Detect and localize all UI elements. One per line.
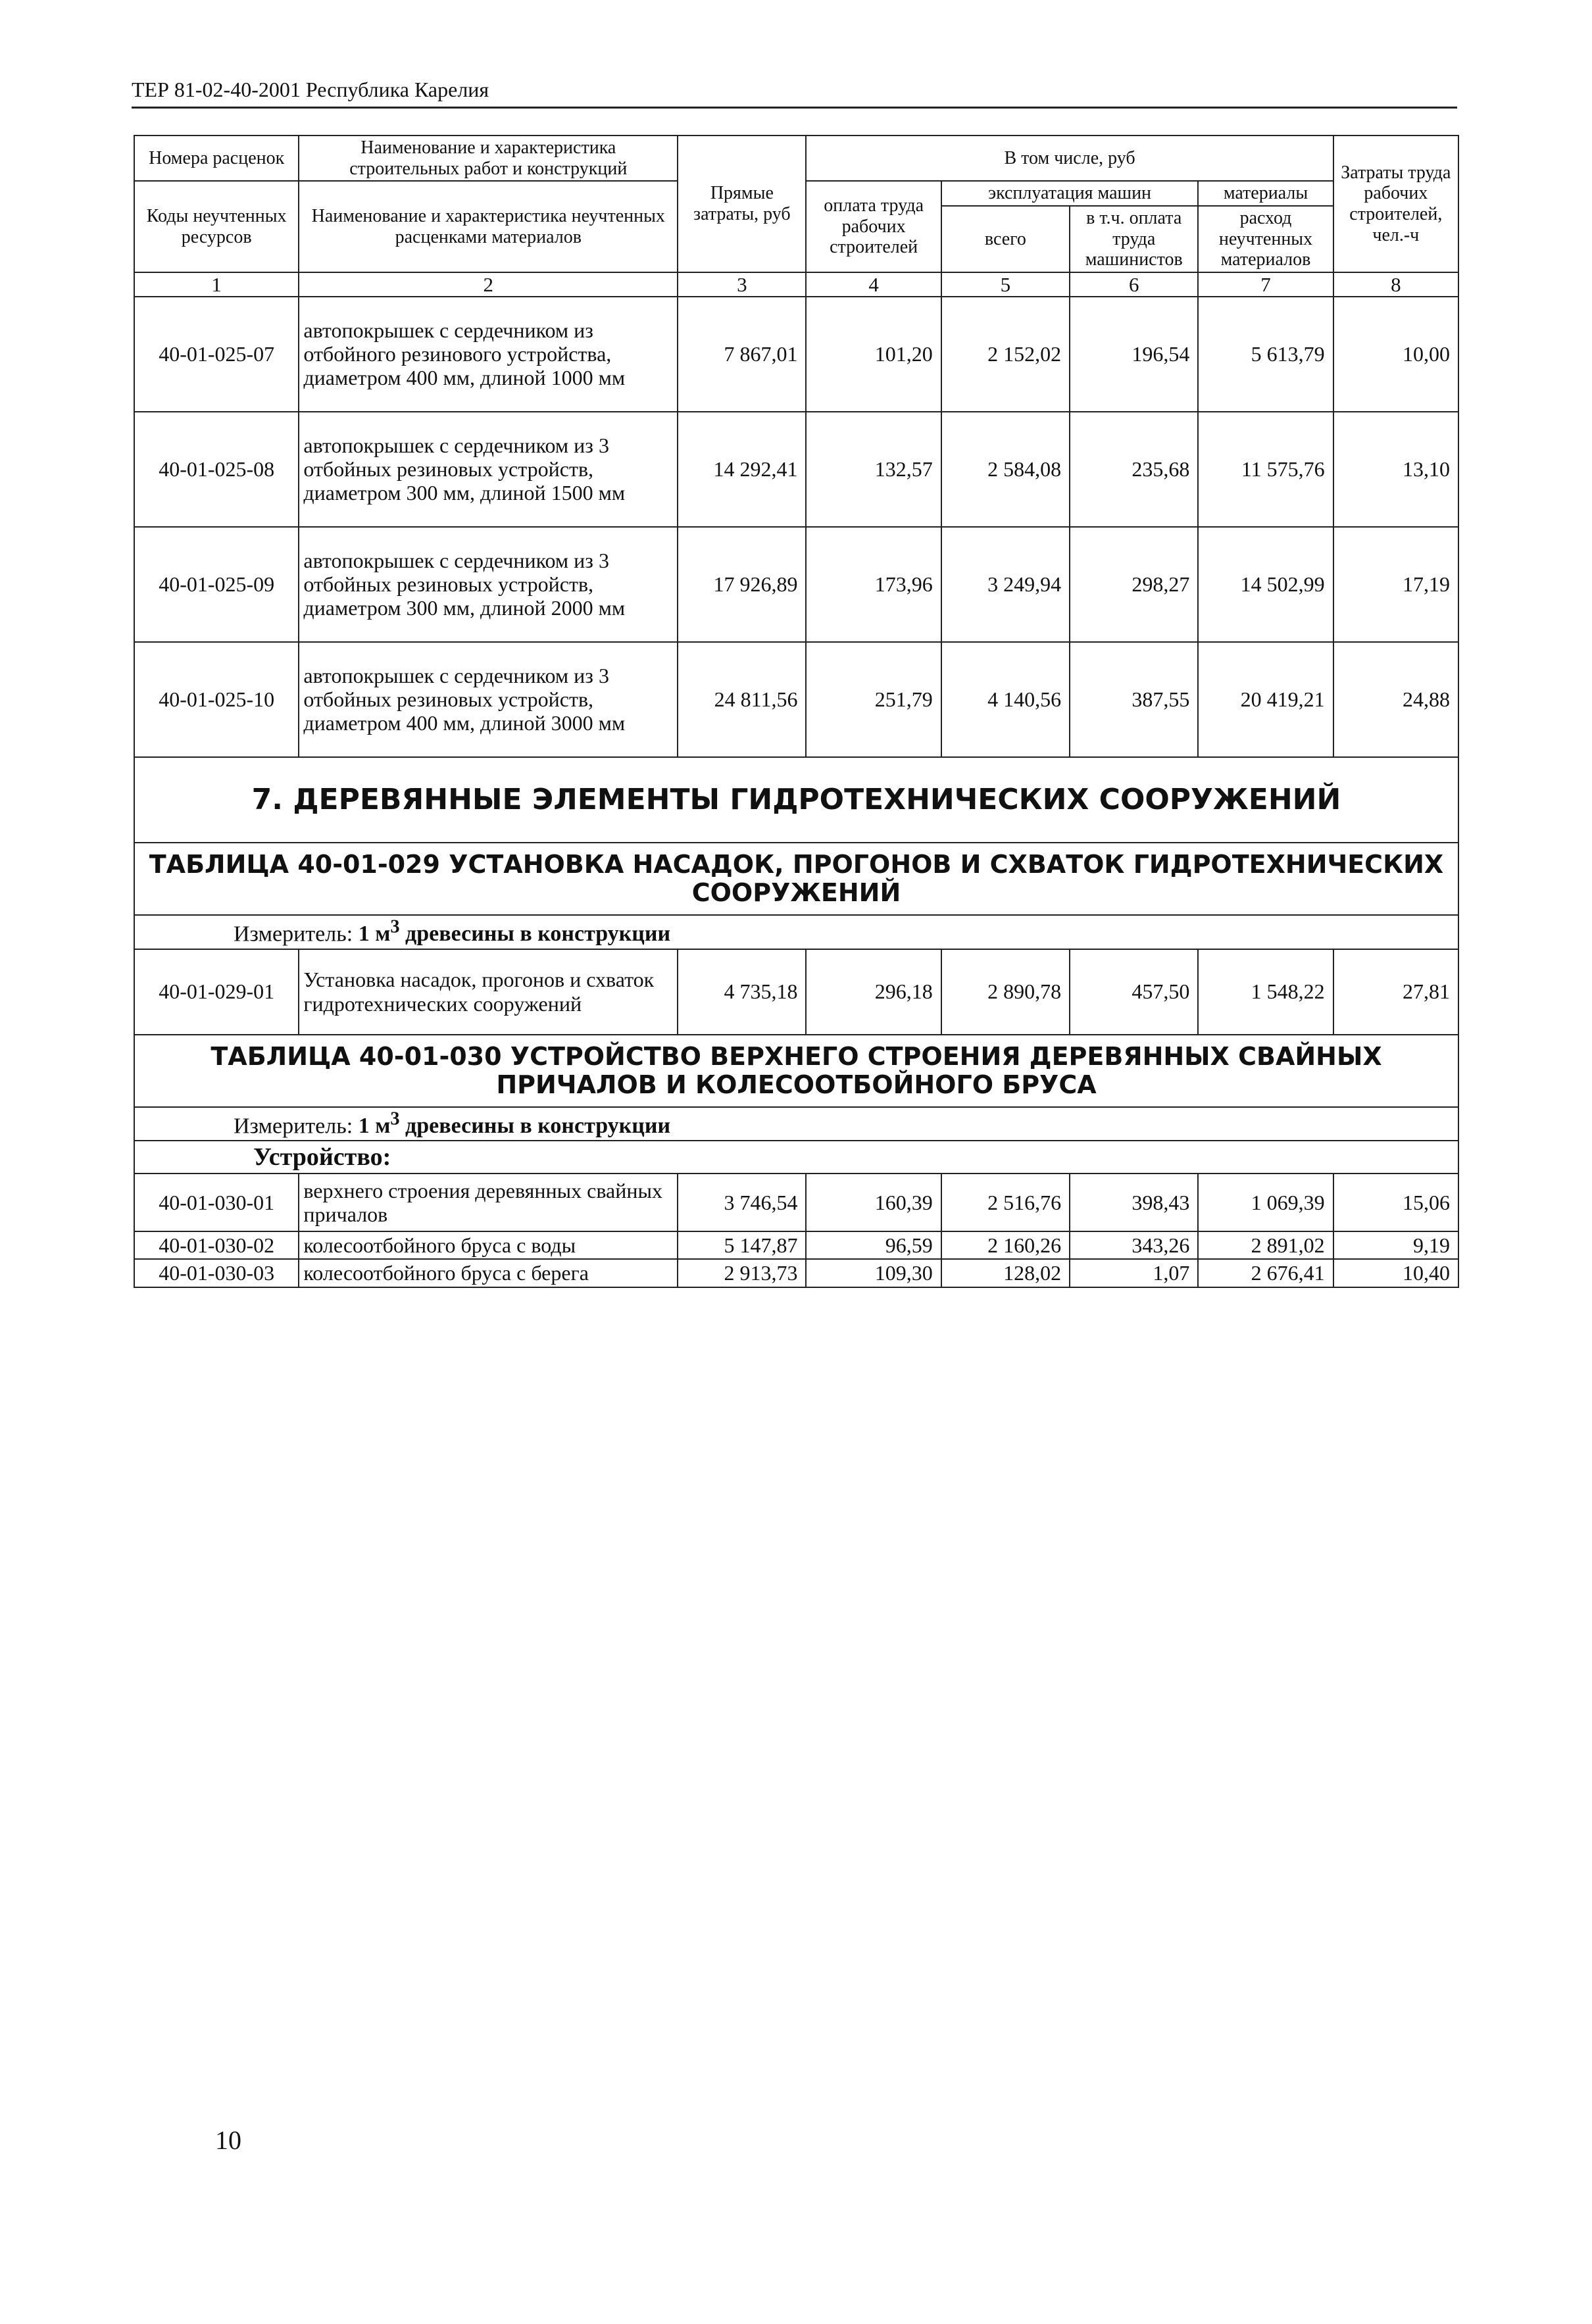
- direct-cost: 2 913,73: [678, 1259, 806, 1287]
- col-incl-header: В том числе, руб: [806, 136, 1333, 181]
- labor-pay: 109,30: [806, 1259, 941, 1287]
- col-number: 1: [134, 272, 299, 297]
- header-rule: [132, 107, 1457, 109]
- labor-hours: 17,19: [1333, 527, 1458, 642]
- rate-name: колесоотбойного бруса с берега: [299, 1259, 678, 1287]
- meter-prefix: Измеритель:: [234, 1113, 359, 1138]
- machines-pay: 387,55: [1070, 642, 1198, 757]
- machines-total: 4 140,56: [941, 642, 1070, 757]
- rates-table: [134, 135, 1459, 1288]
- table-title: ТАБЛИЦА 40-01-030 УСТРОЙСТВО ВЕРХНЕГО СТРОЕНИЯ ДЕРЕВЯННЫХ СВАЙНЫХ ПРИЧАЛОВ И КОЛЕСООТБОЙНОГО БРУСА: [134, 1035, 1458, 1107]
- rate-code: 40-01-029-01: [134, 949, 299, 1035]
- col-number: 6: [1070, 272, 1198, 297]
- rate-name: автопокрышек с сердечником из 3 отбойных резиновых устройств, диаметром 300 мм, длиной 2000 мм: [299, 527, 678, 642]
- labor-hours: 13,10: [1333, 412, 1458, 527]
- col-rates-header: Номера расценок: [134, 136, 299, 181]
- materials: 1 548,22: [1198, 949, 1333, 1035]
- materials: 1 069,39: [1198, 1174, 1333, 1231]
- labor-pay: 173,96: [806, 527, 941, 642]
- unit-of-measure: [134, 915, 1458, 949]
- meter-suffix: древесины в конструкции: [399, 1113, 671, 1138]
- table-row: [134, 1259, 1458, 1287]
- rate-name: Установка насадок, прогонов и схваток гидротехнических сооружений: [299, 949, 678, 1035]
- direct-cost: 24 811,56: [678, 642, 806, 757]
- rate-code: 40-01-030-02: [134, 1231, 299, 1259]
- unit-of-measure: [134, 1107, 1458, 1141]
- rate-code: 40-01-025-09: [134, 527, 299, 642]
- col-number: 4: [806, 272, 941, 297]
- meter-suffix: древесины в конструкции: [399, 922, 671, 947]
- col-number: 2: [299, 272, 678, 297]
- materials: 20 419,21: [1198, 642, 1333, 757]
- rate-code: 40-01-030-03: [134, 1259, 299, 1287]
- materials: 11 575,76: [1198, 412, 1333, 527]
- rate-code: 40-01-025-10: [134, 642, 299, 757]
- direct-cost: 3 746,54: [678, 1174, 806, 1231]
- col-materials-header: материалы: [1198, 181, 1333, 206]
- labor-pay: 160,39: [806, 1174, 941, 1231]
- machines-total: 2 890,78: [941, 949, 1070, 1035]
- machines-total: 2 516,76: [941, 1174, 1070, 1231]
- meter-value: 1 м: [358, 1113, 391, 1138]
- col-direct-header: Прямые затраты, руб: [678, 136, 806, 272]
- machines-pay: 457,50: [1070, 949, 1198, 1035]
- machines-pay: 196,54: [1070, 297, 1198, 412]
- col-machines-total-header: всего: [941, 206, 1070, 272]
- page-number: 10: [215, 2125, 241, 2155]
- labor-pay: 96,59: [806, 1231, 941, 1259]
- direct-cost: 4 735,18: [678, 949, 806, 1035]
- rate-code: 40-01-025-08: [134, 412, 299, 527]
- direct-cost: 17 926,89: [678, 527, 806, 642]
- col-name-header: Наименование и характеристика строительных работ и конструкций: [299, 136, 678, 181]
- machines-total: 2 160,26: [941, 1231, 1070, 1259]
- col-labor-pay-header: оплата труда рабочих строителей: [806, 181, 941, 272]
- rate-code: 40-01-030-01: [134, 1174, 299, 1231]
- meter-sup: 3: [390, 1108, 400, 1129]
- rate-name: автопокрышек с сердечником из 3 отбойных резиновых устройств, диаметром 300 мм, длиной 1500 мм: [299, 412, 678, 527]
- table-row: [134, 527, 1458, 642]
- col-machines-header: эксплуатация машин: [941, 181, 1199, 206]
- direct-cost: 14 292,41: [678, 412, 806, 527]
- table-title: ТАБЛИЦА 40-01-029 УСТАНОВКА НАСАДОК, ПРОГОНОВ И СХВАТОК ГИДРОТЕХНИЧЕСКИХ СООРУЖЕНИЙ: [134, 843, 1458, 915]
- labor-hours: 10,40: [1333, 1259, 1458, 1287]
- machines-total: 2 584,08: [941, 412, 1070, 527]
- labor-hours: 15,06: [1333, 1174, 1458, 1231]
- labor-hours: 9,19: [1333, 1231, 1458, 1259]
- col-machines-pay-header: в т.ч. оплата труда машинистов: [1070, 206, 1198, 272]
- machines-total: 2 152,02: [941, 297, 1070, 412]
- table-row: [134, 1231, 1458, 1259]
- table-row: [134, 412, 1458, 527]
- materials: 2 891,02: [1198, 1231, 1333, 1259]
- machines-pay: 1,07: [1070, 1259, 1198, 1287]
- materials: 14 502,99: [1198, 527, 1333, 642]
- machines-total: 3 249,94: [941, 527, 1070, 642]
- rate-name: верхнего строения деревянных свайных причалов: [299, 1174, 678, 1231]
- table-row: [134, 949, 1458, 1035]
- rate-name: автопокрышек с сердечником из 3 отбойных резиновых устройств, диаметром 400 мм, длиной 3000 мм: [299, 642, 678, 757]
- labor-pay: 101,20: [806, 297, 941, 412]
- col-number: 5: [941, 272, 1070, 297]
- col-codes-header: Коды неучтенных ресурсов: [134, 181, 299, 272]
- col-number: 8: [1333, 272, 1458, 297]
- section-title: 7. ДЕРЕВЯННЫЕ ЭЛЕМЕНТЫ ГИДРОТЕХНИЧЕСКИХ СООРУЖЕНИЙ: [134, 757, 1458, 843]
- rate-name: колесоотбойного бруса с воды: [299, 1231, 678, 1259]
- meter-prefix: Измеритель:: [234, 922, 359, 947]
- col-number: 7: [1198, 272, 1333, 297]
- machines-pay: 298,27: [1070, 527, 1198, 642]
- document-header: ТЕР 81-02-40-2001 Республика Карелия: [132, 78, 489, 101]
- direct-cost: 5 147,87: [678, 1231, 806, 1259]
- meter-sup: 3: [390, 916, 400, 937]
- subheading: Устройство:: [134, 1141, 1458, 1174]
- meter-value: 1 м: [358, 922, 391, 947]
- table-row: [134, 297, 1458, 412]
- col-number: 3: [678, 272, 806, 297]
- col-materials-sub-header: расход неучтенных материалов: [1198, 206, 1333, 272]
- direct-cost: 7 867,01: [678, 297, 806, 412]
- machines-pay: 235,68: [1070, 412, 1198, 527]
- machines-total: 128,02: [941, 1259, 1070, 1287]
- table-row: [134, 1174, 1458, 1231]
- rate-code: 40-01-025-07: [134, 297, 299, 412]
- col-labor-cost-header: Затраты труда рабочих строителей, чел.-ч: [1333, 136, 1458, 272]
- labor-pay: 251,79: [806, 642, 941, 757]
- machines-pay: 343,26: [1070, 1231, 1198, 1259]
- col-materials-name-header: Наименование и характеристика неучтенных расценками материалов: [299, 181, 678, 272]
- materials: 5 613,79: [1198, 297, 1333, 412]
- labor-pay: 132,57: [806, 412, 941, 527]
- materials: 2 676,41: [1198, 1259, 1333, 1287]
- labor-hours: 24,88: [1333, 642, 1458, 757]
- labor-hours: 27,81: [1333, 949, 1458, 1035]
- machines-pay: 398,43: [1070, 1174, 1198, 1231]
- labor-hours: 10,00: [1333, 297, 1458, 412]
- labor-pay: 296,18: [806, 949, 941, 1035]
- rate-name: автопокрышек с сердечником из отбойного резинового устройства, диаметром 400 мм, длиной 1000 мм: [299, 297, 678, 412]
- table-row: [134, 642, 1458, 757]
